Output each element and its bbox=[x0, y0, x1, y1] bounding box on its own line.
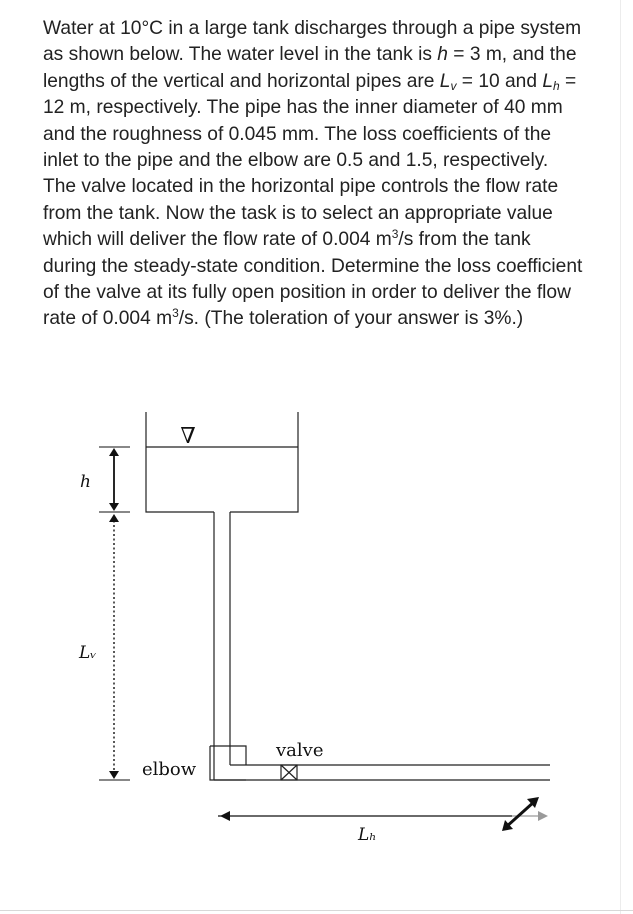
superscript-3a: 3 bbox=[391, 227, 399, 242]
var-L-h: L bbox=[542, 70, 554, 92]
elbow-fitting bbox=[210, 746, 246, 780]
problem-text-2: = 3 m, and the lengths of the vertical and horizontal pipes are bbox=[43, 44, 577, 92]
horizontal-pipe bbox=[214, 765, 550, 780]
problem-text-5: /s from the tank during the steady-state condition. Determine the loss coefficient of the valve at its fully open position in order to deliver the flow rate of 0.004 m bbox=[43, 229, 583, 330]
problem-text-1: Water at 10°C in a large tank discharges through a pipe system as shown below. The water level in the tank is bbox=[43, 18, 582, 66]
valve-icon bbox=[281, 765, 297, 780]
superscript-3b: 3 bbox=[172, 306, 179, 321]
label-h: h bbox=[80, 472, 91, 492]
sub-h: h bbox=[553, 78, 560, 93]
sub-v: v bbox=[450, 78, 457, 93]
vertical-pipe bbox=[214, 512, 230, 780]
label-elbow: elbow bbox=[142, 759, 197, 780]
lv-dimension bbox=[99, 514, 130, 780]
free-surface-symbol-icon: ∇ bbox=[180, 424, 196, 449]
label-lh: Lₕ bbox=[358, 825, 377, 845]
h-dimension bbox=[99, 447, 130, 512]
var-h: h bbox=[437, 44, 448, 66]
label-lv: Lᵥ bbox=[79, 643, 97, 663]
lh-dimension bbox=[218, 811, 548, 821]
tank-right-wall bbox=[230, 412, 298, 512]
var-L-v: L bbox=[439, 70, 451, 92]
problem-text-3: = 10 and bbox=[456, 70, 543, 92]
label-valve: valve bbox=[276, 740, 324, 761]
problem-text-6: /s. (The toleration of your answer is 3%.) bbox=[178, 308, 524, 330]
tank bbox=[146, 412, 298, 512]
problem-text-4: = 12 m, respectively. The pipe has the inner diameter of 40 mm and the roughness of 0.045 mm. The loss coefficients of the inlet to the pipe and the elbow are 0.5 and 1.5, respectively. The valve located in the horizontal pipe controls the flow rate from the tank. Now the task is to select an appropriate value which will deliver the flow rate of 0.004 m bbox=[43, 70, 577, 251]
expand-arrows-icon bbox=[502, 797, 539, 831]
